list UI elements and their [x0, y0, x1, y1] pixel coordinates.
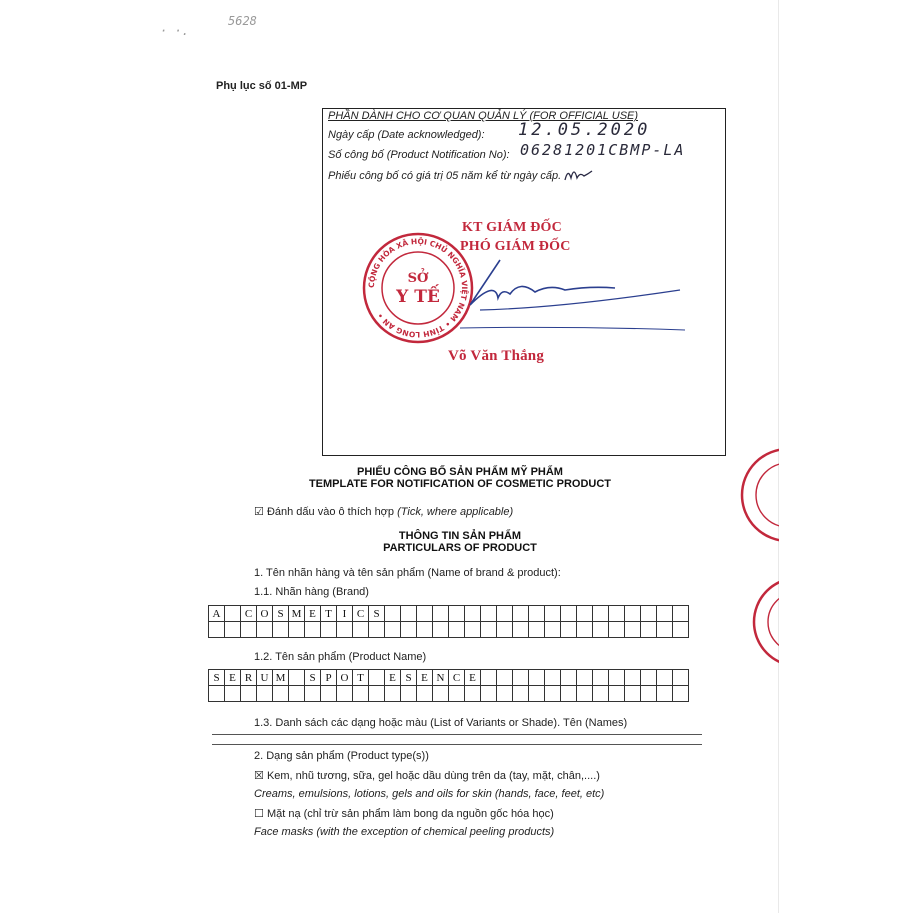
grid-cell: [385, 606, 401, 622]
grid-cell: [225, 686, 241, 702]
grid-cell: E: [305, 606, 321, 622]
grid-cell: [561, 622, 577, 638]
grid-cell: [625, 686, 641, 702]
item-1-1: 1.1. Nhãn hàng (Brand): [254, 586, 369, 598]
grid-cell: [609, 686, 625, 702]
grid-cell: [289, 622, 305, 638]
grid-cell: [465, 622, 481, 638]
grid-cell: A: [209, 606, 225, 622]
seal-top-text: SỞ: [407, 271, 429, 286]
initials-signature: [562, 164, 594, 186]
item-1-3: 1.3. Danh sách các dạng hoặc màu (List of Variants or Shade). Tên (Names): [254, 717, 628, 729]
grid-cell: [465, 686, 481, 702]
form-title-vi: PHIẾU CÔNG BỐ SẢN PHẨM MỸ PHẨM: [357, 466, 563, 478]
grid-cell: [465, 606, 481, 622]
grid-cell: [657, 670, 673, 686]
item-1: 1. Tên nhãn hàng và tên sản phẩm (Name of brand & product):: [254, 567, 561, 579]
grid-cell: [337, 622, 353, 638]
grid-cell: [577, 622, 593, 638]
grid-cell: [273, 622, 289, 638]
seal-ring-text: CỘNG HÒA XÃ HỘI CHỦ NGHĨA VIỆT NAM • TỈNH LONG AN •: [366, 236, 470, 340]
grid-cell: E: [417, 670, 433, 686]
grid-cell: [257, 686, 273, 702]
tick-instruction-vi: Đánh dấu vào ô thích hợp: [266, 506, 395, 518]
grid-cell: [625, 670, 641, 686]
item-2: 2. Dạng sản phẩm (Product type(s)): [254, 750, 429, 762]
section-title-en: PARTICULARS OF PRODUCT: [383, 542, 537, 554]
brand-grid: [208, 605, 689, 638]
grid-cell: [513, 606, 529, 622]
grid-cell: [513, 622, 529, 638]
grid-cell: [321, 686, 337, 702]
grid-cell: [481, 670, 497, 686]
grid-cell: [449, 606, 465, 622]
grid-cell: [657, 686, 673, 702]
grid-cell: [529, 670, 545, 686]
grid-cell: [305, 686, 321, 702]
grid-cell: [481, 686, 497, 702]
checked-box-icon: ☑: [254, 506, 264, 518]
grid-cell: [241, 686, 257, 702]
grid-cell: [481, 606, 497, 622]
grid-cell: S: [369, 606, 385, 622]
grid-cell: E: [385, 670, 401, 686]
product-grid-row: [209, 686, 689, 702]
grid-cell: [673, 686, 689, 702]
grid-cell: [625, 622, 641, 638]
grid-cell: [369, 686, 385, 702]
grid-cell: [529, 622, 545, 638]
grid-cell: [673, 606, 689, 622]
empty-box-icon: ☐: [254, 808, 264, 820]
brand-grid-row: [209, 622, 689, 638]
grid-cell: [593, 622, 609, 638]
grid-cell: S: [273, 606, 289, 622]
grid-cell: [609, 670, 625, 686]
grid-cell: [385, 686, 401, 702]
official-use-header: PHẦN DÀNH CHO CƠ QUAN QUẢN LÝ (FOR OFFICIAL USE): [328, 110, 639, 122]
product-grid-row: [209, 670, 689, 686]
product-type-creams-vi: Kem, nhũ tương, sữa, gel hoặc dầu dùng trên da (tay, mặt, chân,....): [266, 770, 600, 782]
grid-cell: T: [321, 606, 337, 622]
grid-cell: [513, 670, 529, 686]
grid-cell: [497, 670, 513, 686]
grid-cell: [385, 622, 401, 638]
grid-cell: O: [337, 670, 353, 686]
grid-cell: [673, 622, 689, 638]
grid-cell: [209, 686, 225, 702]
tick-instruction-en: (Tick, where applicable): [397, 506, 514, 518]
grid-cell: [305, 622, 321, 638]
seal-main-text: Y TẾ: [396, 287, 440, 307]
grid-cell: [577, 686, 593, 702]
grid-cell: [577, 670, 593, 686]
grid-cell: S: [209, 670, 225, 686]
grid-cell: [609, 622, 625, 638]
grid-cell: [353, 686, 369, 702]
product-type-masks-en: Face masks (with the exception of chemical peeling products): [254, 826, 555, 838]
crossed-box-icon: ☒: [254, 770, 264, 782]
grid-cell: U: [257, 670, 273, 686]
grid-cell: M: [273, 670, 289, 686]
grid-cell: [545, 606, 561, 622]
grid-cell: [657, 622, 673, 638]
grid-cell: [641, 670, 657, 686]
grid-cell: R: [241, 670, 257, 686]
product-type-masks: [254, 807, 554, 820]
item-1-2: 1.2. Tên sản phẩm (Product Name): [254, 651, 427, 663]
grid-cell: C: [353, 606, 369, 622]
notification-number-label: Số công bố (Product Notification No):: [328, 149, 510, 161]
grid-cell: [241, 622, 257, 638]
grid-cell: [209, 622, 225, 638]
grid-cell: [417, 606, 433, 622]
edge-seal-1: [736, 440, 779, 550]
grid-cell: [369, 670, 385, 686]
grid-cell: N: [433, 670, 449, 686]
grid-cell: [337, 686, 353, 702]
grid-cell: [641, 606, 657, 622]
director-signature: [440, 250, 700, 340]
grid-cell: [561, 670, 577, 686]
product-type-creams-en: Creams, emulsions, lotions, gels and oils for skin (hands, face, feet, etc): [254, 788, 605, 800]
grid-cell: [369, 622, 385, 638]
grid-cell: [593, 670, 609, 686]
grid-cell: [321, 622, 337, 638]
date-acknowledged-value: 12.05.2020: [518, 120, 651, 140]
grid-cell: [433, 622, 449, 638]
grid-cell: [625, 606, 641, 622]
grid-cell: E: [225, 670, 241, 686]
edge-seal-2: [750, 572, 779, 672]
grid-cell: [561, 606, 577, 622]
grid-cell: [545, 622, 561, 638]
grid-cell: C: [241, 606, 257, 622]
grid-cell: [545, 686, 561, 702]
grid-cell: [529, 686, 545, 702]
grid-cell: [273, 686, 289, 702]
grid-cell: I: [337, 606, 353, 622]
grid-cell: S: [401, 670, 417, 686]
grid-cell: [417, 686, 433, 702]
grid-cell: [257, 622, 273, 638]
grid-cell: [353, 622, 369, 638]
grid-cell: C: [449, 670, 465, 686]
grid-cell: M: [289, 606, 305, 622]
grid-cell: [401, 606, 417, 622]
grid-cell: [529, 606, 545, 622]
variants-line-1: [212, 734, 702, 735]
grid-cell: [417, 622, 433, 638]
product-type-creams: [254, 769, 600, 782]
grid-cell: [593, 606, 609, 622]
grid-cell: [641, 686, 657, 702]
grid-cell: [401, 622, 417, 638]
section-title-vi: THÔNG TIN SẢN PHẨM: [398, 530, 522, 542]
grid-cell: [641, 622, 657, 638]
grid-cell: [289, 670, 305, 686]
grid-cell: O: [257, 606, 273, 622]
variants-line-2: [212, 744, 702, 745]
grid-cell: [497, 622, 513, 638]
grid-cell: [497, 606, 513, 622]
grid-cell: S: [305, 670, 321, 686]
validity-text: Phiếu công bố có giá trị 05 năm kể từ ngày cấp.: [328, 170, 562, 182]
grid-cell: P: [321, 670, 337, 686]
grid-cell: [401, 686, 417, 702]
grid-cell: [481, 622, 497, 638]
grid-cell: [225, 606, 241, 622]
grid-cell: [673, 670, 689, 686]
grid-cell: [577, 606, 593, 622]
signer-title-2: PHÓ GIÁM ĐỐC: [460, 239, 571, 254]
grid-cell: [593, 686, 609, 702]
signer-name: Võ Văn Thắng: [448, 348, 545, 364]
grid-cell: E: [465, 670, 481, 686]
form-title-en: TEMPLATE FOR NOTIFICATION OF COSMETIC PRODUCT: [308, 478, 612, 490]
product-grid: [208, 669, 689, 702]
grid-cell: T: [353, 670, 369, 686]
grid-cell: [513, 686, 529, 702]
grid-cell: [433, 686, 449, 702]
grid-cell: [545, 670, 561, 686]
grid-cell: [225, 622, 241, 638]
handwritten-scribble: 5628: [228, 14, 257, 28]
brand-grid-row: [209, 606, 689, 622]
grid-cell: [657, 606, 673, 622]
grid-cell: [433, 606, 449, 622]
signer-title-1: KT GIÁM ĐỐC: [462, 220, 562, 235]
appendix-label: Phụ lục số 01-MP: [216, 80, 308, 92]
notification-number-value: 06281201CBMP-LA: [520, 141, 686, 159]
grid-cell: [449, 622, 465, 638]
tick-instruction: [254, 505, 513, 518]
scan-dots: · ·.: [160, 24, 189, 38]
grid-cell: [497, 686, 513, 702]
grid-cell: [449, 686, 465, 702]
grid-cell: [289, 686, 305, 702]
grid-cell: [609, 606, 625, 622]
grid-cell: [561, 686, 577, 702]
date-acknowledged-label: Ngày cấp (Date acknowledged):: [328, 129, 485, 141]
product-type-masks-vi: Mặt nạ (chỉ trừ sản phẩm làm bong da nguồn gốc hóa học): [266, 808, 554, 820]
